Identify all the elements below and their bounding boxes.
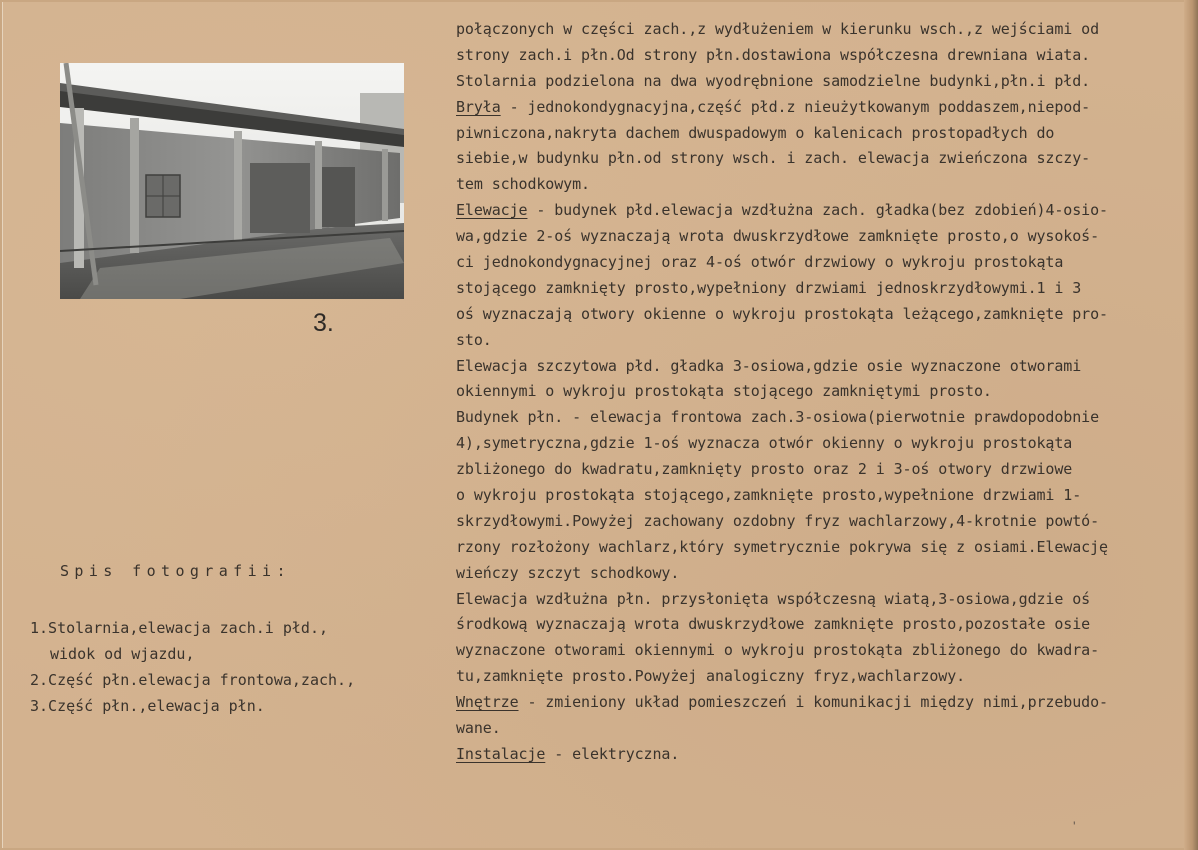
text-segment: Budynek płn. - elewacja frontowa zach.3-osiowa(pierwotnie prawdopodobnie bbox=[456, 408, 1100, 427]
text-segment: okiennymi o wykroju prostokąta stojącego zamkniętymi prosto. bbox=[456, 382, 992, 401]
text-segment: sto. bbox=[456, 330, 492, 349]
text-segment: oś wyznaczają otwory okienne o wykroju prostokąta leżącego,zamknięte pro- bbox=[456, 304, 1108, 323]
text-line bbox=[456, 302, 1186, 328]
section-heading: Elewacje bbox=[456, 201, 528, 220]
text-line bbox=[456, 612, 1186, 638]
text-line bbox=[456, 742, 1186, 768]
photo-list-item: 1.Stolarnia,elewacja zach.i płd., bbox=[30, 619, 329, 637]
text-segment: stojącego zamknięty prosto,wypełniony drzwiami jednoskrzydłowymi.1 i 3 bbox=[456, 278, 1082, 297]
photo-list-item: 2.Część płn.elewacja frontowa,zach., bbox=[30, 671, 356, 689]
text-segment: rzony rozłożony wachlarz,który symetrycznie pokrywa się z osiami.Elewację bbox=[456, 537, 1108, 556]
text-segment: - budynek płd.elewacja wzdłużna zach. gładka(bez zdobień)4-osio- bbox=[527, 201, 1108, 220]
description-text bbox=[456, 17, 1186, 768]
text-line bbox=[456, 250, 1186, 276]
text-line bbox=[456, 431, 1186, 457]
section-heading: Wnętrze bbox=[456, 693, 519, 712]
text-segment: - zmieniony układ pomieszczeń i komunikacji między nimi,przebudo- bbox=[518, 693, 1108, 712]
text-segment: - jednokondygnacyjna,część płd.z nieużytkowanym poddaszem,niepod- bbox=[500, 97, 1091, 116]
text-segment: o wykroju prostokąta stojącego,zamknięte prosto,wypełnione drzwiami 1- bbox=[456, 486, 1082, 505]
photo-image bbox=[60, 63, 404, 299]
text-segment: środkową wyznaczają wrota dwuskrzydłowe zamknięte prosto,pozostałe osie bbox=[456, 615, 1091, 634]
text-line bbox=[456, 638, 1186, 664]
text-segment: - elektryczna. bbox=[545, 744, 680, 763]
text-line bbox=[456, 69, 1186, 95]
text-line bbox=[456, 457, 1186, 483]
text-segment: połączonych w części zach.,z wydłużeniem w kierunku wsch.,z wejściami od bbox=[456, 20, 1100, 38]
paper-mark: ' bbox=[1073, 818, 1076, 834]
text-segment: wa,gdzie 2-oś wyznaczają wrota dwuskrzydłowe zamknięte prosto,o wysokoś- bbox=[456, 227, 1100, 246]
text-line bbox=[456, 509, 1186, 535]
text-line bbox=[456, 224, 1186, 250]
text-line bbox=[456, 328, 1186, 354]
text-segment: tu,zamknięte prosto.Powyżej analogiczny fryz,wachlarzowy. bbox=[456, 667, 966, 686]
paper-edge bbox=[1184, 0, 1198, 850]
text-line bbox=[456, 172, 1186, 198]
text-line bbox=[456, 483, 1186, 509]
text-line bbox=[456, 405, 1186, 431]
text-line bbox=[456, 561, 1186, 587]
text-segment: tem schodkowym. bbox=[456, 175, 590, 194]
text-segment: wane. bbox=[456, 719, 501, 738]
text-segment: wyznaczone otworami okiennymi o wykroju prostokąta zbliżonego do kwadra- bbox=[456, 641, 1100, 660]
text-segment: strony zach.i płn.Od strony płn.dostawiona współczesna drewniana wiata. bbox=[456, 45, 1091, 64]
photo-list-title: Spis fotografii: bbox=[60, 562, 291, 580]
photo-list-item: 3.Część płn.,elewacja płn. bbox=[30, 697, 265, 715]
text-line bbox=[456, 587, 1186, 613]
text-line bbox=[456, 276, 1186, 302]
text-line bbox=[456, 535, 1186, 561]
text-segment: 4),symetryczna,gdzie 1-oś wyznacza otwór okienny o wykroju prostokąta bbox=[456, 434, 1073, 453]
text-segment: skrzydłowymi.Powyżej zachowany ozdobny fryz wachlarzowy,4-krotnie powtó- bbox=[456, 511, 1100, 530]
photo-list bbox=[30, 615, 355, 719]
text-segment: Elewacja wzdłużna płn. przysłonięta współczesną wiatą,3-osiowa,gdzie oś bbox=[456, 589, 1091, 608]
text-line bbox=[456, 690, 1186, 716]
text-line bbox=[456, 121, 1186, 147]
text-segment: Stolarnia podzielona na dwa wyodrębnione samodzielne budynki,płn.i płd. bbox=[456, 71, 1091, 90]
section-heading: Bryła bbox=[456, 97, 501, 116]
text-segment: Elewacja szczytowa płd. gładka 3-osiowa,gdzie osie wyznaczone otworami bbox=[456, 356, 1082, 375]
text-segment: zbliżonego do kwadratu,zamknięty prosto oraz 2 i 3-oś otwory drzwiowe bbox=[456, 460, 1073, 479]
text-line bbox=[456, 354, 1186, 380]
text-segment: ci jednokondygnacyjnej oraz 4-oś otwór drzwiowy o wykroju prostokąta bbox=[456, 253, 1064, 272]
text-segment: piwniczona,nakryta dachem dwuspadowym o kalenicach prostopadłych do bbox=[456, 123, 1055, 142]
building-photo bbox=[60, 63, 404, 299]
text-line bbox=[456, 198, 1186, 224]
text-line bbox=[456, 716, 1186, 742]
section-heading: Instalacje bbox=[456, 744, 546, 763]
text-line bbox=[456, 379, 1186, 405]
text-line bbox=[456, 95, 1186, 121]
text-line bbox=[456, 43, 1186, 69]
text-segment: siebie,w budynku płn.od strony wsch. i zach. elewacja zwieńczona szczy- bbox=[456, 149, 1091, 168]
photo-number: 3. bbox=[313, 309, 334, 337]
photo-list-item: widok od wjazdu, bbox=[50, 645, 195, 663]
text-line bbox=[456, 664, 1186, 690]
text-line bbox=[456, 146, 1186, 172]
text-segment: wieńczy szczyt schodkowy. bbox=[456, 563, 680, 582]
text-line bbox=[456, 17, 1186, 43]
